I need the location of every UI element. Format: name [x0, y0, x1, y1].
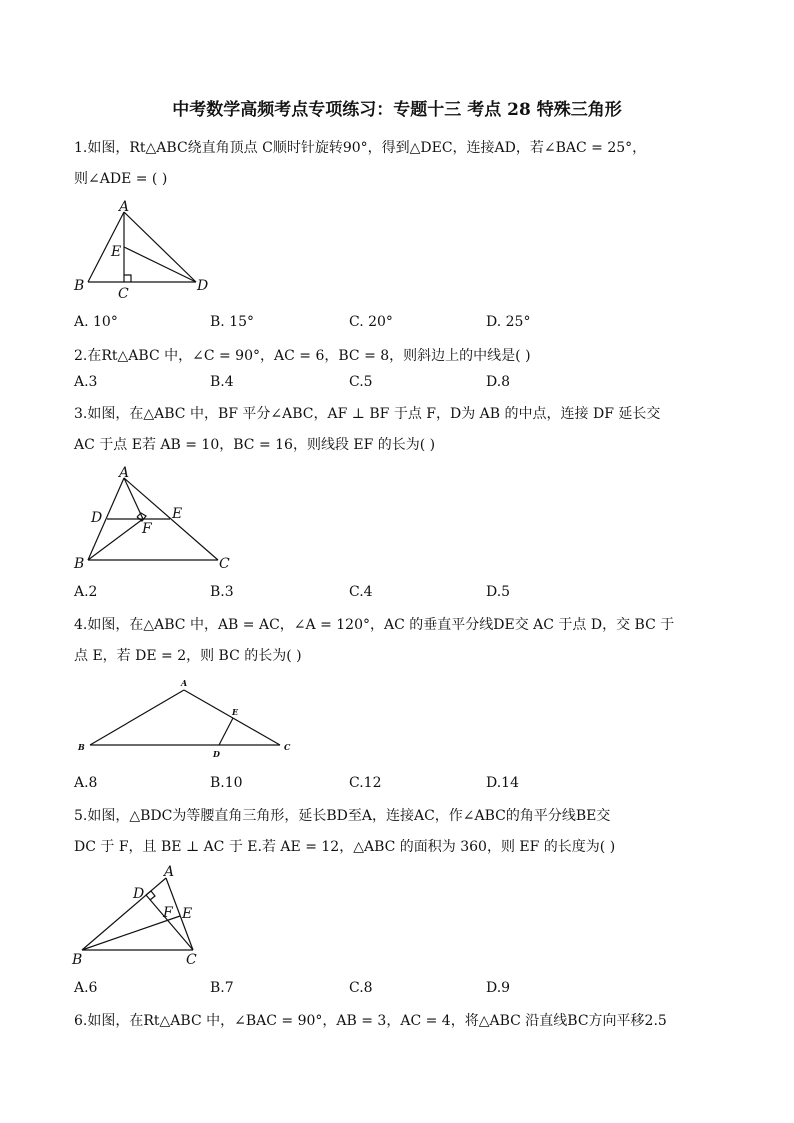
page-title: 中考数学高频考点专项练习：专题十三 考点 28 特殊三角形	[172, 100, 622, 120]
q5-label-a: A	[164, 864, 175, 880]
question-3-line-1: 3.如图，在△ABC 中，BF 平分∠ABC，AF ⊥ BF 于点 F，D为 AB 的中点，连接 DF 延长交	[74, 406, 661, 422]
q4-option-d[interactable]: D.14	[486, 775, 519, 791]
question-5-line-2: DC 于 F，且 BE ⊥ AC 于 E.若 AE = 12，△ABC 的面积为 360，则 EF 的长度为( )	[74, 839, 616, 855]
q4-label-b: B	[78, 742, 85, 752]
question-2-line-1: 2.在Rt△ABC 中，∠C = 90°，AC = 6，BC = 8，则斜边上的中线是( )	[74, 348, 531, 364]
question-3-line-2: AC 于点 E若 AB = 10，BC = 16，则线段 EF 的长为( )	[74, 437, 436, 453]
q1-label-b: B	[74, 278, 85, 294]
q3-option-c[interactable]: C.4	[349, 584, 373, 600]
q3-label-c: C	[219, 556, 230, 572]
q5-label-b: B	[72, 952, 83, 968]
q1-label-e: E	[111, 244, 122, 260]
q3-label-f: F	[142, 521, 152, 537]
question-4-line-1: 4.如图，在△ABC 中，AB = AC，∠A = 120°，AC 的垂直平分线DE交 AC 于点 D，交 BC 于	[74, 617, 675, 633]
q5-label-c: C	[186, 952, 197, 968]
q4-label-c: C	[284, 742, 291, 752]
q1-option-b[interactable]: B. 15°	[210, 314, 255, 330]
q4-label-d: D	[213, 749, 220, 759]
question-4-line-2: 点 E，若 DE = 2，则 BC 的长为( )	[74, 648, 302, 664]
question-5-line-1: 5.如图，△BDC为等腰直角三角形，延长BD至A，连接AC，作∠ABC的角平分线BE交	[74, 808, 611, 824]
q5-label-e: E	[182, 906, 193, 922]
q4-option-c[interactable]: C.12	[349, 775, 382, 791]
q2-option-d[interactable]: D.8	[486, 374, 511, 390]
q3-option-a[interactable]: A.2	[74, 584, 98, 600]
q5-option-a[interactable]: A.6	[74, 980, 98, 996]
q5-label-f: F	[163, 905, 173, 921]
q1-label-d: D	[197, 278, 209, 294]
q1-option-d[interactable]: D. 25°	[486, 314, 531, 330]
q5-option-b[interactable]: B.7	[210, 980, 234, 996]
q1-option-c[interactable]: C. 20°	[349, 314, 393, 330]
q3-label-a: A	[119, 465, 130, 481]
question-1-line-1: 1.如图，Rt△ABC绕直角顶点 C顺时针旋转90°，得到△DEC，连接AD，若∠BAC = 25°，	[74, 140, 647, 156]
q5-option-c[interactable]: C.8	[349, 980, 373, 996]
q3-option-b[interactable]: B.3	[210, 584, 234, 600]
q4-option-a[interactable]: A.8	[74, 775, 98, 791]
q5-option-d[interactable]: D.9	[486, 980, 511, 996]
q4-label-e: E	[232, 707, 239, 717]
q1-label-a: A	[119, 199, 130, 215]
q3-option-d[interactable]: D.5	[486, 584, 511, 600]
q1-option-a[interactable]: A. 10°	[74, 314, 118, 330]
q3-label-e: E	[172, 506, 183, 522]
question-6-line-1: 6.如图，在Rt△ABC 中，∠BAC = 90°，AB = 3，AC = 4，将△ABC 沿直线BC方向平移2.5	[74, 1013, 667, 1029]
q1-label-c: C	[118, 286, 129, 302]
q3-label-d: D	[91, 510, 103, 526]
q2-option-c[interactable]: C.5	[349, 374, 373, 390]
q4-option-b[interactable]: B.10	[210, 775, 243, 791]
question-1-line-2: 则∠ADE = ( )	[74, 171, 168, 187]
q5-label-d: D	[133, 886, 145, 902]
q2-option-b[interactable]: B.4	[210, 374, 234, 390]
q2-option-a[interactable]: A.3	[74, 374, 98, 390]
q4-label-a: A	[181, 678, 188, 688]
q3-label-b: B	[74, 556, 85, 572]
